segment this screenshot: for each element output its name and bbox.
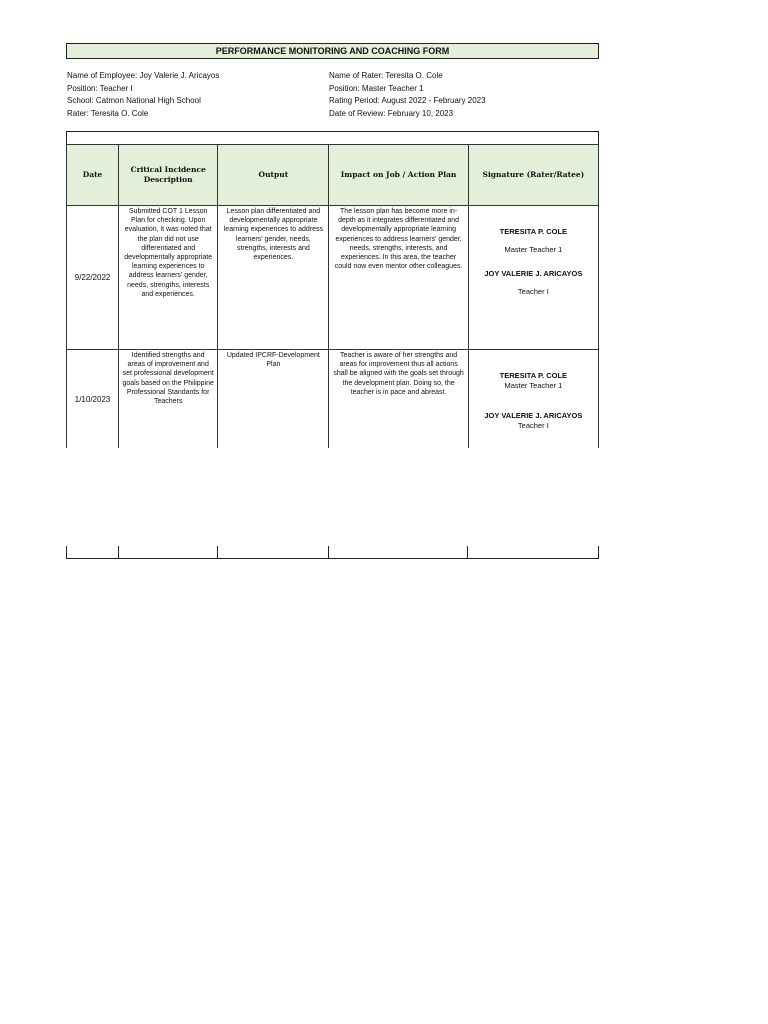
- row-signature: [468, 350, 598, 449]
- table-bottom-border: [66, 558, 599, 559]
- row-impact: The lesson plan has become more in-depth as it integrates differentiated and developmentally appropriate learning experiences to address learners' gender, needs, strengths, interests, and experiences. In this area, the teacher could now even mentor other colleagues.: [329, 206, 468, 350]
- rater-signature-title: Master Teacher 1: [504, 381, 563, 390]
- row-impact: Teacher is aware of her strengths and areas for improvement thus all actions shall be aligned with the goals set through the development plan. Doing so, the teacher is in pace and abreast.: [329, 350, 468, 449]
- rating-period: Rating Period: August 2022 - February 2023: [329, 96, 486, 105]
- review-date: Date of Review: February 10, 2023: [329, 108, 454, 118]
- rater-signature-name: TERESITA P. COLE: [499, 371, 568, 380]
- ratee-signature-title: Teacher I: [517, 421, 549, 430]
- table-row: [67, 206, 599, 350]
- employee-rater: Rater: Teresita O. Cole: [67, 108, 149, 118]
- ratee-signature-name: JOY VALERIE J. ARICAYOS: [484, 269, 583, 278]
- rater-info: [329, 70, 486, 120]
- row-signature: [468, 206, 598, 350]
- employee-info: [67, 70, 219, 120]
- header-description: Critical Incidence Description: [119, 145, 218, 206]
- header-date: Date: [67, 145, 119, 206]
- employee-name: Name of Employee: Joy Valerie J. Aricayos: [67, 71, 220, 80]
- coaching-table: [66, 144, 599, 448]
- header-signature: Signature (Rater/Ratee): [468, 145, 598, 206]
- blank-row: [66, 131, 599, 144]
- employee-school: School: Catmon National High School: [67, 96, 201, 105]
- header-impact: Impact on Job / Action Plan: [329, 145, 468, 206]
- row-description: Identified strengths and areas of improvement and set professional development goals based on the Philippine Professional Standards for Teachers: [119, 350, 218, 449]
- row-date: 1/10/2023: [67, 350, 119, 449]
- form-title: PERFORMANCE MONITORING AND COACHING FORM: [66, 43, 599, 59]
- header-output: Output: [218, 145, 329, 206]
- rater-signature-name: TERESITA P. COLE: [499, 227, 568, 236]
- table-row: [67, 350, 599, 449]
- row-output: Lesson plan differentiated and developmentally appropriate learning experiences to address learners' gender, needs, strengths, interests and experiences.: [218, 206, 329, 350]
- rater-name: Name of Rater: Teresita O. Cole: [329, 71, 443, 80]
- row-output: Updated IPCRF-Development Plan: [218, 350, 329, 449]
- ratee-signature-title: Teacher I: [517, 287, 549, 296]
- employee-position: Position: Teacher I: [67, 83, 133, 93]
- row-date: 9/22/2022: [67, 206, 119, 350]
- row-description: Submitted COT 1 Lesson Plan for checking. Upon evaluation, it was noted that the plan did not use differentiated and developmentally appropriate learning experiences to address learners' gender, needs, strengths, interests and experiences.: [119, 206, 218, 350]
- rater-position: Position: Master Teacher 1: [329, 83, 424, 93]
- rater-signature-title: Master Teacher 1: [504, 245, 563, 254]
- ratee-signature-name: JOY VALERIE J. ARICAYOS: [484, 411, 583, 420]
- table-header-row: [67, 145, 599, 206]
